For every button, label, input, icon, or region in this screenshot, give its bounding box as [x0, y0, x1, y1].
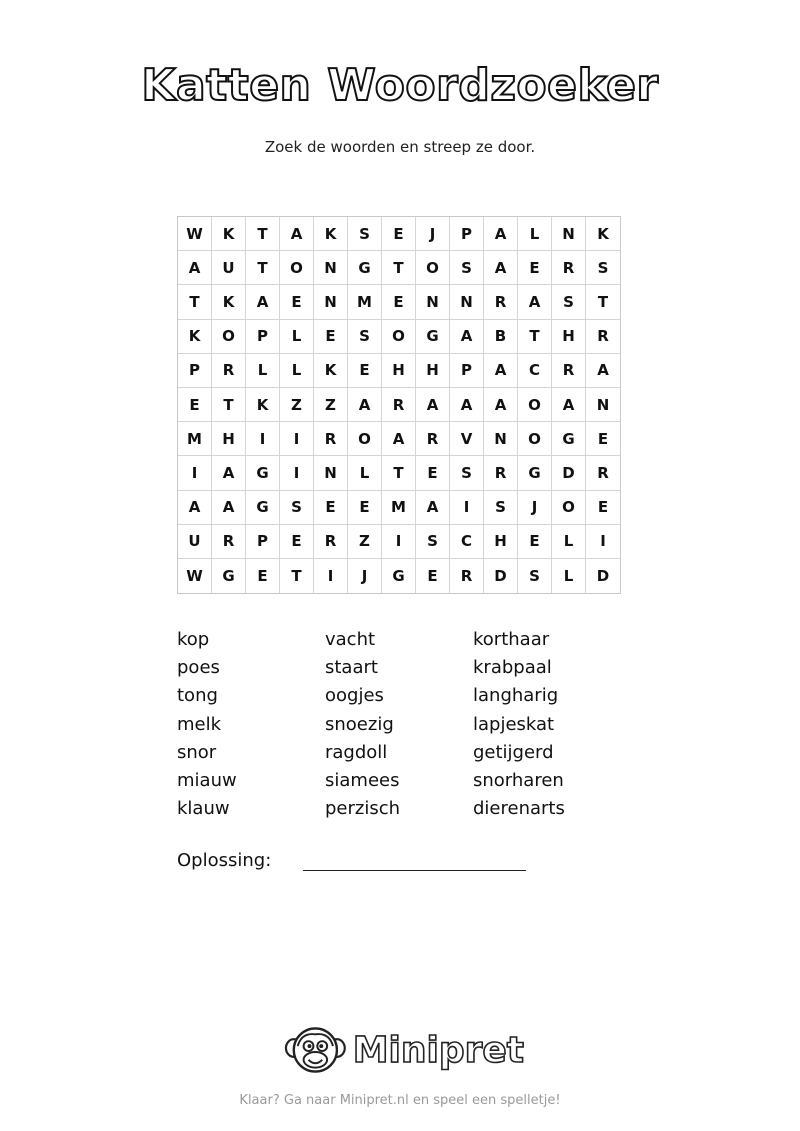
solution-label: Oplossing: — [177, 850, 272, 871]
grid-cell: W — [178, 559, 212, 593]
grid-cell: M — [178, 422, 212, 456]
grid-cell: E — [348, 491, 382, 525]
grid-cell: S — [280, 491, 314, 525]
grid-cell: O — [212, 320, 246, 354]
word-list-item: snorharen — [473, 769, 564, 791]
grid-cell: E — [348, 354, 382, 388]
word-list-item: korthaar — [473, 629, 550, 650]
grid-cell: P — [246, 525, 280, 559]
grid-cell: A — [450, 320, 484, 354]
word-list — [177, 626, 633, 823]
grid-cell: C — [450, 525, 484, 559]
grid-cell: L — [280, 354, 314, 388]
grid-cell: T — [246, 217, 280, 251]
grid-cell: S — [348, 320, 382, 354]
word-list-item: perzisch — [325, 798, 401, 820]
grid-cell: I — [450, 491, 484, 525]
footer-note: Klaar? Ga naar Minipret.nl en speel een spelletje! — [239, 1093, 561, 1108]
grid-cell: G — [552, 422, 586, 456]
grid-cell: E — [518, 525, 552, 559]
grid-cell: K — [212, 217, 246, 251]
grid-cell: K — [212, 285, 246, 319]
grid-cell: A — [518, 285, 552, 319]
grid-cell: L — [280, 320, 314, 354]
grid-cell: G — [212, 559, 246, 593]
grid-cell: O — [348, 422, 382, 456]
grid-cell: S — [484, 491, 518, 525]
grid-cell: C — [518, 354, 552, 388]
grid-cell: I — [246, 422, 280, 456]
grid-cell: E — [586, 422, 620, 456]
word-list-item: poes — [177, 657, 220, 679]
letter-grid — [177, 216, 621, 594]
grid-cell: A — [212, 456, 246, 490]
grid-cell: P — [246, 320, 280, 354]
grid-cell: E — [382, 217, 416, 251]
grid-cell: O — [552, 491, 586, 525]
grid-cell: Z — [280, 388, 314, 422]
grid-cell: P — [450, 354, 484, 388]
grid-cell: I — [382, 525, 416, 559]
word-list-item: getijgerd — [473, 741, 554, 763]
grid-cell: K — [178, 320, 212, 354]
grid-cell: H — [552, 320, 586, 354]
grid-cell: A — [450, 388, 484, 422]
grid-cell: T — [246, 251, 280, 285]
grid-cell: T — [382, 456, 416, 490]
page-title: Katten Woordzoeker — [141, 60, 659, 111]
grid-cell: S — [450, 456, 484, 490]
grid-cell: A — [484, 354, 518, 388]
word-list-item: miauw — [177, 769, 237, 791]
grid-cell: K — [586, 217, 620, 251]
grid-cell: H — [382, 354, 416, 388]
grid-cell: E — [280, 285, 314, 319]
grid-cell: A — [416, 388, 450, 422]
grid-cell: Z — [348, 525, 382, 559]
minipret-logo — [284, 1020, 524, 1080]
grid-cell: T — [518, 320, 552, 354]
grid-cell: N — [314, 251, 348, 285]
grid-cell: N — [552, 217, 586, 251]
grid-cell: L — [518, 217, 552, 251]
solution-answer-line — [303, 870, 526, 871]
grid-cell: T — [586, 285, 620, 319]
grid-cell: N — [314, 285, 348, 319]
grid-cell: L — [348, 456, 382, 490]
grid-cell: A — [178, 491, 212, 525]
word-list-item: snor — [177, 741, 217, 763]
grid-cell: W — [178, 217, 212, 251]
grid-cell: I — [280, 456, 314, 490]
grid-cell: D — [552, 456, 586, 490]
grid-cell: P — [178, 354, 212, 388]
grid-cell: O — [416, 251, 450, 285]
grid-cell: S — [416, 525, 450, 559]
word-list-item: oogjes — [325, 685, 384, 707]
monkey-face-icon — [284, 1024, 347, 1076]
grid-cell: E — [178, 388, 212, 422]
grid-cell: K — [314, 354, 348, 388]
grid-cell: R — [450, 559, 484, 593]
grid-cell: A — [484, 388, 518, 422]
grid-cell: R — [212, 354, 246, 388]
word-list-item: ragdoll — [325, 741, 388, 763]
grid-cell: R — [484, 456, 518, 490]
grid-cell: K — [314, 217, 348, 251]
grid-cell: A — [586, 354, 620, 388]
grid-cell: E — [314, 491, 348, 525]
grid-cell: R — [586, 320, 620, 354]
grid-cell: I — [178, 456, 212, 490]
grid-cell: O — [518, 388, 552, 422]
grid-cell: M — [382, 491, 416, 525]
grid-cell: E — [586, 491, 620, 525]
grid-cell: A — [484, 217, 518, 251]
grid-cell: A — [348, 388, 382, 422]
grid-cell: R — [212, 525, 246, 559]
grid-cell: R — [552, 251, 586, 285]
grid-cell: G — [382, 559, 416, 593]
grid-cell: E — [280, 525, 314, 559]
word-list-item: vacht — [325, 629, 376, 650]
grid-cell: R — [586, 456, 620, 490]
grid-cell: A — [382, 422, 416, 456]
word-list-item: staart — [325, 657, 378, 679]
word-list-item: siamees — [325, 769, 400, 791]
grid-cell: O — [280, 251, 314, 285]
grid-cell: V — [450, 422, 484, 456]
grid-cell: I — [280, 422, 314, 456]
grid-cell: O — [382, 320, 416, 354]
grid-cell: J — [518, 491, 552, 525]
word-list-item: melk — [177, 713, 222, 735]
grid-cell: E — [416, 456, 450, 490]
grid-cell: S — [348, 217, 382, 251]
grid-cell: G — [518, 456, 552, 490]
grid-cell: R — [416, 422, 450, 456]
grid-cell: S — [450, 251, 484, 285]
grid-cell: E — [314, 320, 348, 354]
grid-cell: T — [178, 285, 212, 319]
grid-cell: T — [382, 251, 416, 285]
grid-cell: H — [212, 422, 246, 456]
grid-cell: D — [484, 559, 518, 593]
word-list-item: langharig — [473, 685, 559, 707]
logo-text: Minipret — [352, 1029, 524, 1071]
grid-cell: I — [314, 559, 348, 593]
word-list-item: krabpaal — [473, 657, 552, 679]
word-list-item: snoezig — [325, 713, 394, 735]
grid-cell: J — [416, 217, 450, 251]
grid-cell: S — [518, 559, 552, 593]
grid-cell: A — [246, 285, 280, 319]
grid-cell: H — [484, 525, 518, 559]
grid-cell: K — [246, 388, 280, 422]
grid-cell: N — [450, 285, 484, 319]
grid-cell: E — [518, 251, 552, 285]
grid-cell: B — [484, 320, 518, 354]
grid-cell: L — [552, 559, 586, 593]
grid-cell: N — [484, 422, 518, 456]
grid-cell: S — [552, 285, 586, 319]
grid-cell: I — [586, 525, 620, 559]
grid-cell: L — [552, 525, 586, 559]
word-list-item: klauw — [177, 798, 230, 820]
grid-cell: N — [416, 285, 450, 319]
grid-cell: R — [382, 388, 416, 422]
grid-cell: A — [416, 491, 450, 525]
grid-cell: G — [348, 251, 382, 285]
grid-cell: A — [178, 251, 212, 285]
grid-cell: Z — [314, 388, 348, 422]
grid-cell: A — [552, 388, 586, 422]
grid-cell: H — [416, 354, 450, 388]
word-list-item: lapjeskat — [473, 713, 555, 735]
grid-cell: G — [246, 456, 280, 490]
grid-cell: R — [484, 285, 518, 319]
grid-cell: T — [212, 388, 246, 422]
grid-cell: A — [212, 491, 246, 525]
word-list-item: kop — [177, 629, 210, 650]
grid-cell: E — [416, 559, 450, 593]
word-list-item: dierenarts — [473, 798, 565, 820]
grid-cell: J — [348, 559, 382, 593]
grid-cell: A — [484, 251, 518, 285]
instructions: Zoek de woorden en streep ze door. — [264, 138, 536, 156]
grid-cell: N — [586, 388, 620, 422]
grid-cell: U — [178, 525, 212, 559]
grid-cell: E — [246, 559, 280, 593]
grid-cell: N — [314, 456, 348, 490]
grid-cell: T — [280, 559, 314, 593]
grid-cell: M — [348, 285, 382, 319]
grid-cell: D — [596, 566, 610, 585]
grid-cell: S — [586, 251, 620, 285]
grid-cell: R — [552, 354, 586, 388]
grid-cell: P — [450, 217, 484, 251]
grid-cell: G — [416, 320, 450, 354]
grid-cell: A — [280, 217, 314, 251]
grid-cell: R — [314, 525, 348, 559]
grid-cell: G — [246, 491, 280, 525]
grid-cell: U — [212, 251, 246, 285]
grid-cell: L — [246, 354, 280, 388]
word-list-item: tong — [177, 685, 218, 707]
grid-cell: E — [382, 285, 416, 319]
grid-cell: O — [518, 422, 552, 456]
grid-cell: R — [314, 422, 348, 456]
